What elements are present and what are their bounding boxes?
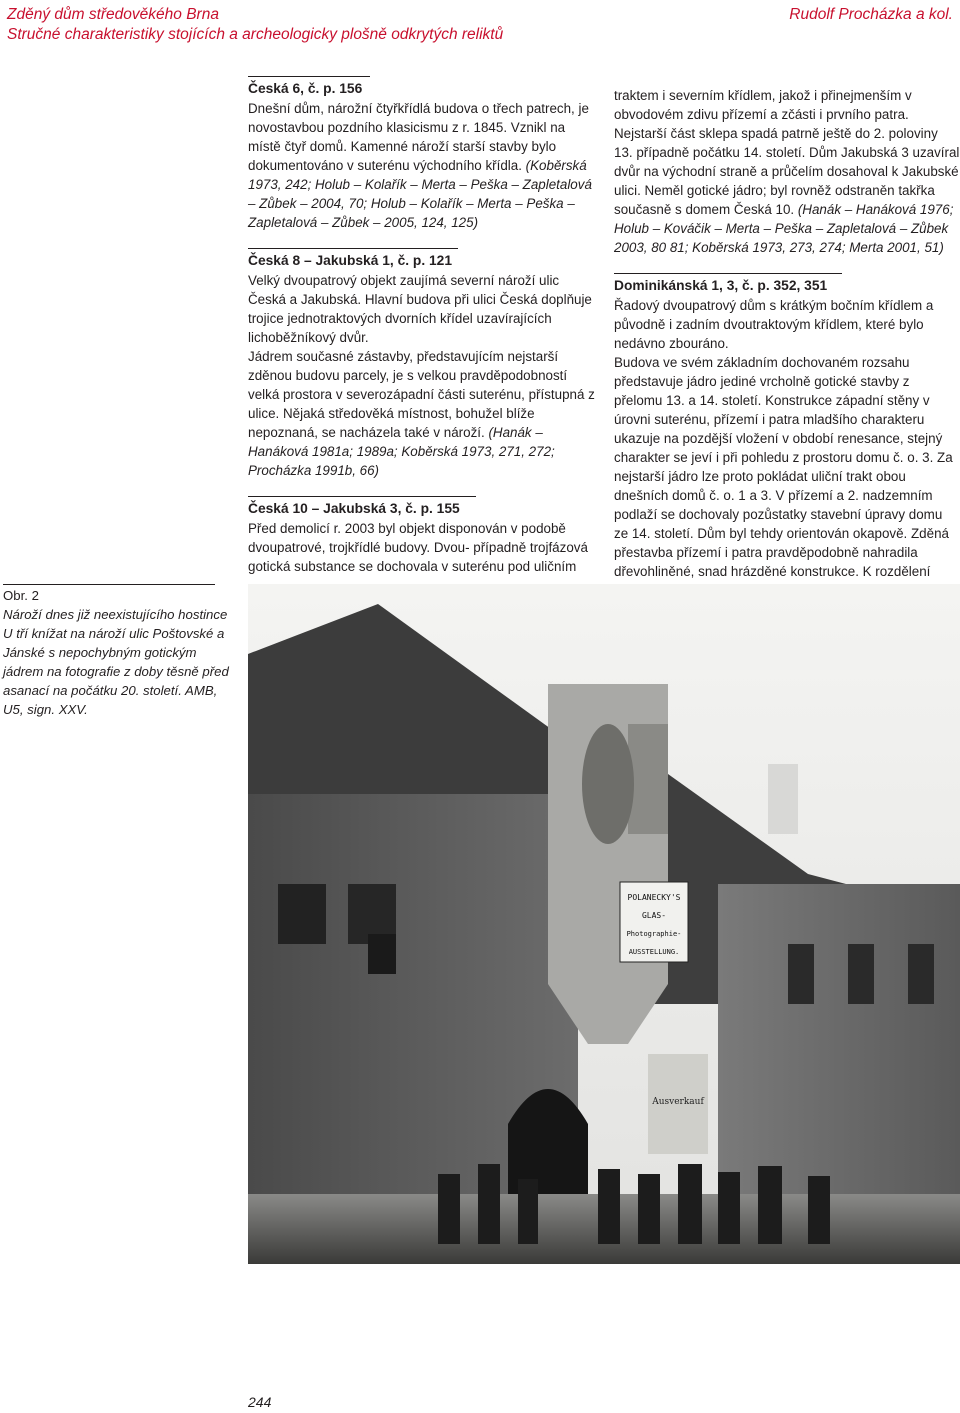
- person: [678, 1164, 702, 1244]
- paragraph-citation: (Hanák – Hanáková 1976; Holub – Kováčik – Merta – Peška – Zapletalová – Zůbek 2003, 80 81; Koběrská 1973, 273, 274; Merta 2001, 51): [614, 202, 954, 255]
- heading-rule: [248, 76, 370, 77]
- page-number: 244: [248, 1394, 272, 1410]
- person: [718, 1172, 740, 1244]
- text-column-right: [614, 86, 960, 597]
- figure-label: Obr. 2: [3, 588, 39, 603]
- book-subtitle: Stručné charakteristiky stojících a archeologicky plošně odkrytých reliktů: [7, 26, 504, 43]
- entry-continuation: [614, 86, 960, 257]
- paragraph-citation: (Hanák – Hanáková 1981a; 1989a; Koběrská 1973, 271, 272; Procházka 1991b, 66): [248, 425, 555, 478]
- paragraph-text: Velký dvoupatrový objekt zaujímá severní nároží ulic Česká a Jakubská. Hlavní budova při ulici Česká doplňuje trojice jednotraktových dvorních křídel uzavírajících lichoběžníkový dvůr.: [248, 273, 592, 345]
- figure-caption: [3, 584, 235, 719]
- paragraph-citation: (Koběrská 1973, 242; Holub – Kolařík – Merta – Peška – Zapletalová – Zůbek – 2004, 70; Holub – Kolařík – Merta – Peška – Zapletalová – Zůbek – 2005, 124, 125): [248, 158, 592, 230]
- window: [908, 944, 934, 1004]
- paragraph-text: Před demolicí r. 2003 byl objekt disponován v podobě dvoupatrové, trojkřídlé budovy. Dvou- případně trojfázová gotická substance se dochovala v suterénu pod uličním: [248, 521, 588, 574]
- paragraph-text: traktem i severním křídlem, jakož i přinejmenším v obvodovém zdivu přízemí a zčásti i prvního patra. Nejstarší část sklepa spadá patrně ještě do 2. poloviny 13. případně počátku 14. století. Dům Jakubská 3 uzavíral dvůr na východní straně a průčelím dosahoval k Jakubské ulici. Neměl gotické jádro; byl rovněž odstraněn takřka současně s domem Česká 10.: [614, 88, 960, 217]
- window: [278, 884, 326, 944]
- caption-rule: [3, 584, 215, 585]
- entry-heading: Česká 6, č. p. 156: [248, 81, 363, 96]
- entry-ceska-10: [248, 496, 596, 576]
- book-title: Zděný dům středověkého Brna: [7, 6, 219, 23]
- person: [518, 1179, 538, 1244]
- entry-paragraph: [614, 296, 960, 353]
- heading-rule: [614, 273, 842, 274]
- continuation-paragraph: [614, 86, 960, 257]
- entry-paragraph: [614, 353, 960, 581]
- person: [638, 1174, 660, 1244]
- person: [598, 1169, 620, 1244]
- text-column-middle: [248, 76, 596, 592]
- person: [478, 1164, 500, 1244]
- sign-line: Photographie-: [626, 930, 682, 938]
- entry-paragraph: [248, 347, 596, 480]
- entry-ceska-8: [248, 248, 596, 480]
- window-figure: [368, 934, 396, 974]
- sign-line: GLAS-: [641, 911, 667, 920]
- entry-ceska-6: [248, 76, 596, 232]
- person: [808, 1176, 830, 1244]
- entry-heading: Dominikánská 1, 3, č. p. 352, 351: [614, 278, 828, 293]
- heading-rule: [248, 248, 458, 249]
- paragraph-text: Budova ve svém základním dochovaném rozsahu představuje jádro jediné vrcholně gotické stavby z přelomu 13. a 14. století. Konstrukce západní stěny v úrovni suterénu, přízemí i patra mladšího charakteru ukazuje na pozdější vložení v období renesance, stejný charakter se jeví i při pohledu z prostoru domu č. o. 3. Za nejstarší jádro lze proto pokládat uliční trakt obou dnešních domů č. o. 1 a 3. V přízemí a 2. nadzemním podlaží se dochovaly pozůstatky stavební úpravy domu ze 14. století. Dům byl tehdy orientován okapově. Zděná přestavba přízemí i patra pravděpodobně nahradila dřevohliněné, snad hrázděné konstrukce. K rozdělení: [614, 355, 953, 579]
- person: [758, 1166, 782, 1244]
- entry-paragraph: [248, 271, 596, 347]
- saint-relief: [582, 724, 634, 844]
- sign-line: AUSSTELLUNG.: [628, 948, 680, 956]
- paragraph-text: Dnešní dům, nárožní čtyřkřídlá budova o třech patrech, je novostavbou pozdního klasicismu z r. 1845. Vznikl na místě čtyř domů. Kamenné nároží starší stavby bylo dokumentováno v suterénu východního křídla.: [248, 101, 589, 173]
- author: Rudolf Procházka a kol.: [789, 6, 953, 23]
- heading-rule: [248, 496, 476, 497]
- photo-illustration: [248, 584, 960, 1264]
- running-header: [7, 6, 953, 46]
- person: [438, 1174, 460, 1244]
- chimney: [768, 764, 798, 834]
- entry-paragraph: [248, 519, 596, 576]
- archival-photograph: [248, 584, 960, 1264]
- paragraph-text: Jádrem současné zástavby, představujícím nejstarší zděnou budovu parcely, je s velkou pravděpodobností velká prostora v severozápadní části suterénu, přístupná z ulice. Nějaká středověká místnost, bohužel blíže nepoznaná, se nacházela také v nároží.: [248, 349, 595, 440]
- oriel-side: [628, 724, 668, 834]
- window: [788, 944, 814, 1004]
- wall-right: [718, 884, 960, 1214]
- window: [848, 944, 874, 1004]
- poster-text: Ausverkauf: [652, 1097, 704, 1107]
- entry-heading: Česká 8 – Jakubská 1, č. p. 121: [248, 253, 453, 268]
- entry-paragraph: [248, 99, 596, 232]
- figure-caption-text: Nároží dnes již neexistujícího hostince U tří knížat na nároží ulic Poštovské a Jánské s nepochybným gotickým jádrem na fotografie z doby těsně před asanací na počátku 20. století. AMB, U5, sign. XXV.: [3, 607, 229, 717]
- entry-heading: Česká 10 – Jakubská 3, č. p. 155: [248, 501, 460, 516]
- paragraph-text: Řadový dvoupatrový dům s krátkým bočním křídlem a původně i zadním dvoutraktovým křídlem, které bylo nedávno zbouráno.: [614, 298, 934, 351]
- entry-dominikanska: [614, 273, 960, 581]
- sign-line: POLANECKY'S: [627, 893, 681, 902]
